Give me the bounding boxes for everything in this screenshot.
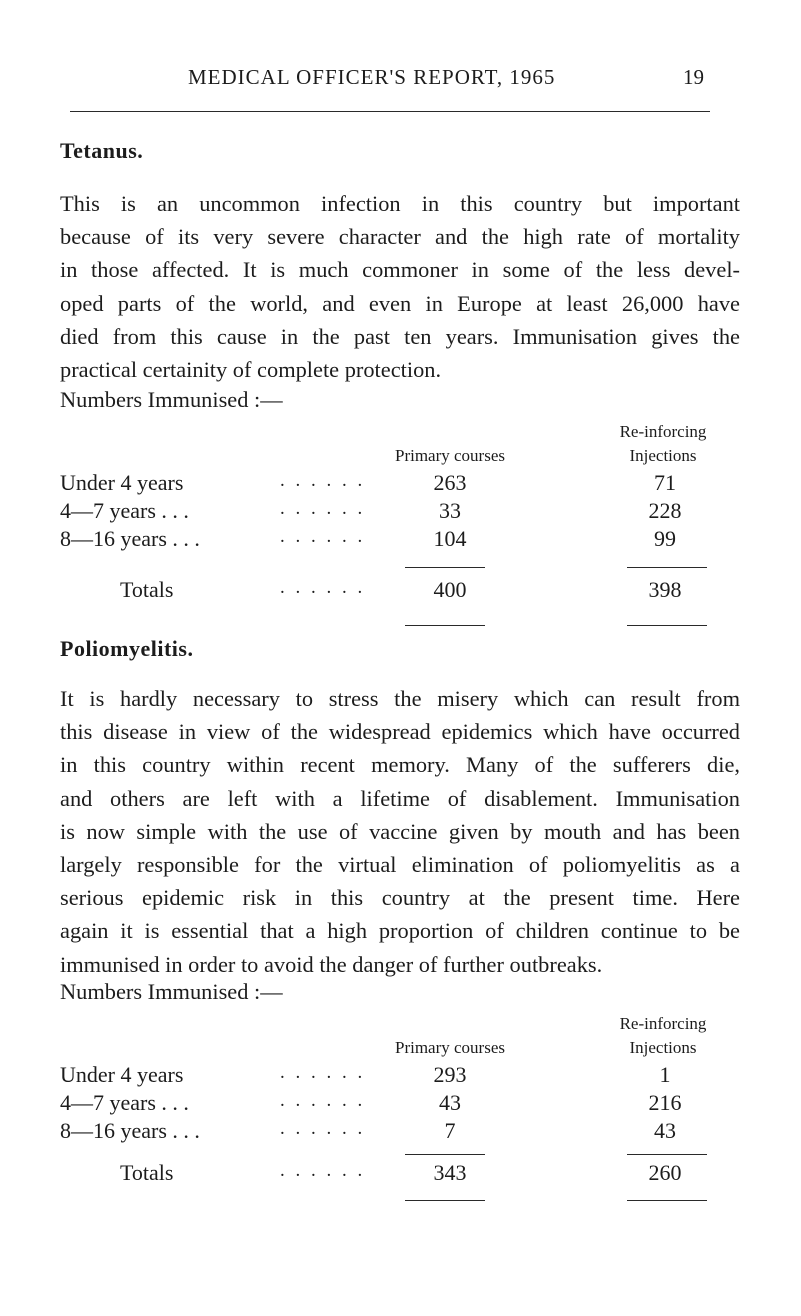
- col-header-primary: Primary courses: [394, 1038, 505, 1057]
- primary-value: 293: [433, 1062, 467, 1087]
- dot-leaders: . . . . . .: [280, 1118, 366, 1139]
- report-title: MEDICAL OFFICER'S REPORT, 1965: [188, 65, 556, 89]
- reinforcing-value: 1: [659, 1062, 671, 1087]
- subtotal-rule-primary: [405, 567, 485, 568]
- page-number: 19: [683, 65, 704, 89]
- reinforcing-total: 398: [648, 577, 682, 602]
- primary-value: 104: [433, 526, 467, 551]
- paragraph-line: is now simple with the use of vaccine given by mouth and has been: [60, 818, 740, 844]
- dot-leaders: . . . . . .: [280, 498, 366, 519]
- table-row: [60, 1118, 750, 1146]
- table-row: [60, 1090, 750, 1118]
- primary-value: 7: [444, 1118, 456, 1143]
- row-label: 8—16 years . . .: [60, 1118, 200, 1143]
- table-row: [60, 498, 750, 526]
- dot-leaders: . . . . . .: [280, 1160, 366, 1181]
- paragraph-line: practical certainity of complete protection.: [60, 356, 442, 382]
- paragraph-line: died from this cause in the past ten years. Immunisation gives the: [60, 323, 740, 349]
- paragraph-line: oped parts of the world, and even in Europe at least 26,000 have: [60, 290, 740, 316]
- dot-leaders: . . . . . .: [280, 577, 366, 598]
- dot-leaders: . . . . . .: [280, 470, 366, 491]
- subtotal-rule-primary: [405, 1154, 485, 1155]
- polio-heading: Poliomyelitis.: [60, 636, 194, 661]
- table-row: [60, 470, 750, 498]
- reinforcing-total: 260: [648, 1160, 682, 1185]
- reinforcing-value: 228: [648, 498, 682, 523]
- polio-table: [60, 1006, 750, 1236]
- row-label: Under 4 years: [60, 1062, 184, 1087]
- reinforcing-value: 99: [654, 526, 676, 551]
- col-header-reinforcing: Re-inforcing: [619, 1014, 707, 1033]
- table-row: [60, 1062, 750, 1090]
- paragraph-line: this disease in view of the widespread epidemics which have occurred: [60, 719, 740, 745]
- primary-total: 343: [433, 1160, 467, 1185]
- reinforcing-value: 216: [648, 1090, 682, 1115]
- row-label: 4—7 years . . .: [60, 498, 189, 523]
- tetanus-heading: Tetanus.: [60, 138, 144, 163]
- primary-value: 263: [433, 470, 467, 495]
- polio-numbers-label: Numbers Immunised :—: [60, 979, 283, 1004]
- totals-label: Totals: [120, 1160, 174, 1185]
- header-divider: [70, 111, 710, 112]
- total-rule-reinforcing: [627, 625, 707, 626]
- paragraph-line: and others are left with a lifetime of disablement. Immunisation: [60, 785, 740, 811]
- tetanus-paragraph: [60, 187, 740, 386]
- primary-total: 400: [433, 577, 467, 602]
- primary-value: 33: [439, 498, 461, 523]
- row-label: 8—16 years . . .: [60, 526, 200, 551]
- paragraph-line: because of its very severe character and the high rate of mortality: [60, 224, 740, 250]
- total-rule-primary: [405, 625, 485, 626]
- subtotal-rule-reinforcing: [627, 567, 707, 568]
- primary-value: 43: [439, 1090, 461, 1115]
- totals-row: [60, 1160, 750, 1188]
- col-header-injections: Injections: [629, 446, 697, 465]
- row-label: Under 4 years: [60, 470, 184, 495]
- dot-leaders: . . . . . .: [280, 1062, 366, 1083]
- dot-leaders: . . . . . .: [280, 1090, 366, 1111]
- paragraph-line: again it is essential that a high proportion of children continue to be: [60, 918, 740, 944]
- reinforcing-value: 43: [654, 1118, 676, 1143]
- dot-leaders: . . . . . .: [280, 526, 366, 547]
- totals-row: [60, 577, 750, 605]
- paragraph-line: serious epidemic risk in this country at the present time. Here: [60, 885, 740, 911]
- col-header-injections: Injections: [629, 1038, 697, 1057]
- paragraph-line: in those affected. It is much commoner in some of the less devel-: [60, 257, 740, 283]
- col-header-reinforcing: Re-inforcing: [619, 422, 707, 441]
- tetanus-table: [60, 414, 750, 644]
- paragraph-line: It is hardly necessary to stress the misery which can result from: [60, 686, 740, 711]
- paragraph-line: immunised in order to avoid the danger of further outbreaks.: [60, 951, 603, 977]
- reinforcing-value: 71: [654, 470, 676, 495]
- total-rule-primary: [405, 1200, 485, 1201]
- polio-paragraph: [60, 682, 740, 981]
- subtotal-rule-reinforcing: [627, 1154, 707, 1155]
- row-label: 4—7 years . . .: [60, 1090, 189, 1115]
- table-row: [60, 526, 750, 554]
- totals-label: Totals: [120, 577, 174, 602]
- paragraph-line: largely responsible for the virtual elimination of poliomyelitis as a: [60, 851, 740, 877]
- paragraph-line: This is an uncommon infection in this country but important: [60, 191, 740, 216]
- paragraph-line: in this country within recent memory. Many of the sufferers die,: [60, 752, 740, 778]
- col-header-primary: Primary courses: [394, 446, 505, 465]
- tetanus-numbers-label: Numbers Immunised :—: [60, 387, 283, 412]
- total-rule-reinforcing: [627, 1200, 707, 1201]
- page-header: [0, 48, 801, 88]
